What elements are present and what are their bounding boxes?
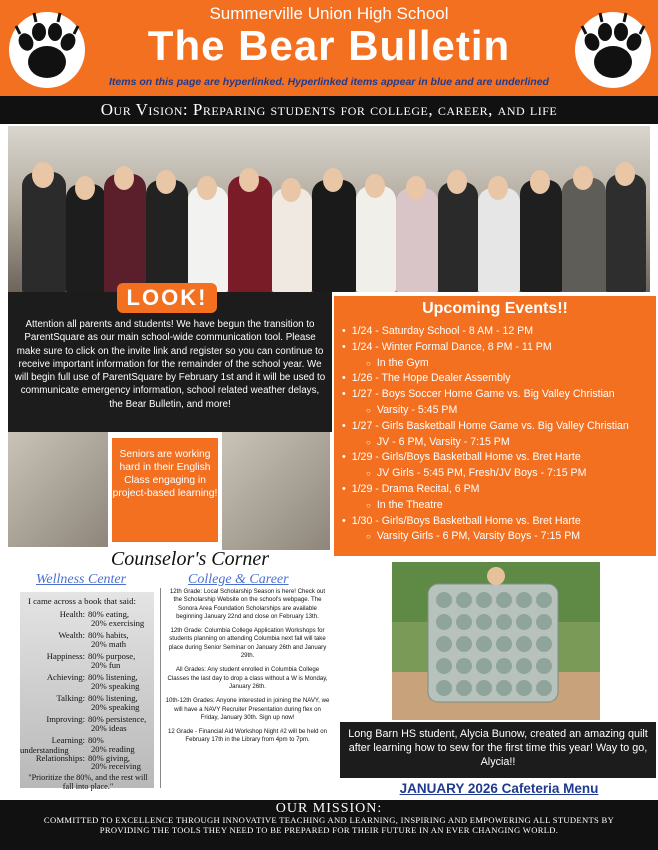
event-item: • 1/27 - Boys Soccer Home Game vs. Big Valley Christian — [342, 387, 654, 403]
book-row: Learning: 80% understanding — [20, 735, 104, 755]
announcement-text: Attention all parents and students! We have begun the transition to ParentSquare as our main school-wide communication tool. Please make sure to click on the invite link and register so you can continue to receive important information for the remainder of the school year. We will begin full use of ParentSquare by February 1st and it will be used to communicate emergency information, school related weather delays, the Bear Bulletin, and more! — [14, 319, 326, 410]
mission-text: COMMITTED TO EXCELLENCE THROUGH INNOVATIVE TEACHING AND LEARNING, INSPIRING AND EMPOWERING ALL STUDENTS BY PROVIDING THE TOOLS THEY NEED TO BE PREPARED FOR THEIR FUTURE IN AN EVER CHANGING WORLD. — [43, 815, 615, 835]
event-item: • 1/30 - Girls/Boys Basketball Home vs. Bret Harte — [342, 514, 654, 530]
bear-paw-left-icon — [6, 4, 88, 92]
book-row: Wealth: 80% habits, — [58, 630, 129, 640]
career-item: 10th-12th Grades: Anyone interested in joining the NAVY, we will have a NAVY Recruiter Presentation during flex on Friday, January 30th. Sign up now! — [165, 697, 330, 721]
book-row-sub: 20% speaking — [91, 702, 140, 712]
event-detail: ○ Varsity - 5:45 PM — [342, 403, 654, 419]
cafeteria-menu-link[interactable]: JANUARY 2026 Cafeteria Menu — [399, 781, 599, 796]
event-detail: ○ JV Girls - 5:45 PM, Fresh/JV Boys - 7:15 PM — [342, 466, 654, 482]
classroom-photo-left — [8, 432, 108, 547]
seniors-caption: Seniors are working hard in their English Class engaging in project-based learning! — [112, 438, 218, 542]
hyperlink-note: Items on this page are hyperlinked. Hyperlinked items appear in blue and are underlined — [109, 76, 549, 88]
events-title: Upcoming Events!! — [422, 300, 568, 317]
book-row-sub: 20% fun — [91, 660, 121, 670]
event-item: • 1/27 - Girls Basketball Home Game vs. Big Valley Christian — [342, 419, 654, 435]
event-detail: ○ JV - 6 PM, Varsity - 7:15 PM — [342, 435, 654, 451]
career-item: All Grades: Any student enrolled in Columbia College Classes the last day to drop a class without a W is Monday, January 26th. — [167, 666, 328, 690]
book-heading: I came across a book that said: — [28, 596, 136, 606]
quilt-caption: Long Barn HS student, Alycia Bunow, created an amazing quilt after learning how to sew for the first time this year! Way to go, Alycia!! — [340, 722, 656, 778]
school-name: Summerville Union High School — [209, 4, 449, 23]
book-row: Talking: 80% listening, — [56, 693, 138, 703]
header-banner — [0, 0, 658, 96]
event-detail: ○ In the Theatre — [342, 498, 654, 514]
book-row-sub: 20% exercising — [91, 618, 145, 628]
book-row-sub: 20% ideas — [91, 723, 127, 733]
event-item: • 1/26 - The Hope Dealer Assembly — [342, 371, 654, 387]
mission-heading: OUR MISSION: — [275, 801, 383, 816]
quilt-photo — [392, 562, 600, 720]
event-item: • 1/24 - Winter Formal Dance, 8 PM - 11 PM — [342, 340, 654, 356]
event-item: • 1/24 - Saturday School - 8 AM - 12 PM — [342, 324, 654, 340]
event-detail: ○ Varsity Girls - 6 PM, Varsity Boys - 7:15 PM — [342, 529, 654, 545]
upcoming-events — [334, 296, 656, 556]
college-career-link[interactable]: College & Career — [188, 572, 289, 587]
college-career-list — [160, 588, 330, 788]
book-row-sub: 20% speaking — [91, 681, 140, 691]
look-badge: LOOK! — [117, 283, 217, 313]
book-row: Achieving: 80% listening, — [46, 672, 138, 682]
event-item: • 1/29 - Girls/Boys Basketball Home vs. Bret Harte — [342, 450, 654, 466]
book-quote-card — [20, 592, 154, 791]
book-row-sub: 20% math — [91, 639, 127, 649]
career-item: 12 Grade - Financial Aid Workshop Night #2 will be held on February 17th in the Library from 4pm to 7pm. — [167, 728, 328, 744]
mission-footer — [0, 800, 658, 850]
book-row: Health: 80% eating, — [59, 609, 130, 619]
book-row-sub: 20% receiving — [91, 761, 141, 771]
vision-bar: Our Vision: Preparing students for college, career, and life — [0, 96, 658, 124]
bear-paw-right-icon — [572, 4, 654, 92]
career-item: 12th Grade: Columbia College Application Workshops for students planning on attending Columbia next fall will take place during Senior Seminar on January 26th and January 29th. — [168, 627, 327, 660]
newsletter-title: The Bear Bulletin — [147, 22, 511, 69]
book-footer: "Prioritize the 80%, and the rest will fall into place." — [28, 773, 148, 791]
group-photo — [8, 126, 650, 292]
event-detail: ○ In the Gym — [342, 356, 654, 372]
book-row: Happiness: 80% purpose, — [46, 651, 136, 661]
career-item: 12th Grade: Local Scholarship Season is here! Check out the Scholarship Website on the school's webpage. The Sonora Area Foundation Scholarships are available beginning January 22nd and close on February 13th. — [169, 588, 326, 620]
counselors-corner-heading: Counselor's Corner — [110, 548, 270, 570]
book-row: Improving: 80% persistence, — [46, 714, 147, 724]
event-item: • 1/29 - Drama Recital, 6 PM — [342, 482, 654, 498]
classroom-photo-right — [222, 432, 330, 550]
book-row: Relationships: 80% giving, — [35, 753, 131, 763]
book-row-sub: 20% reading — [91, 744, 135, 754]
events-list — [342, 324, 654, 545]
wellness-center-link[interactable]: Wellness Center — [36, 572, 127, 587]
